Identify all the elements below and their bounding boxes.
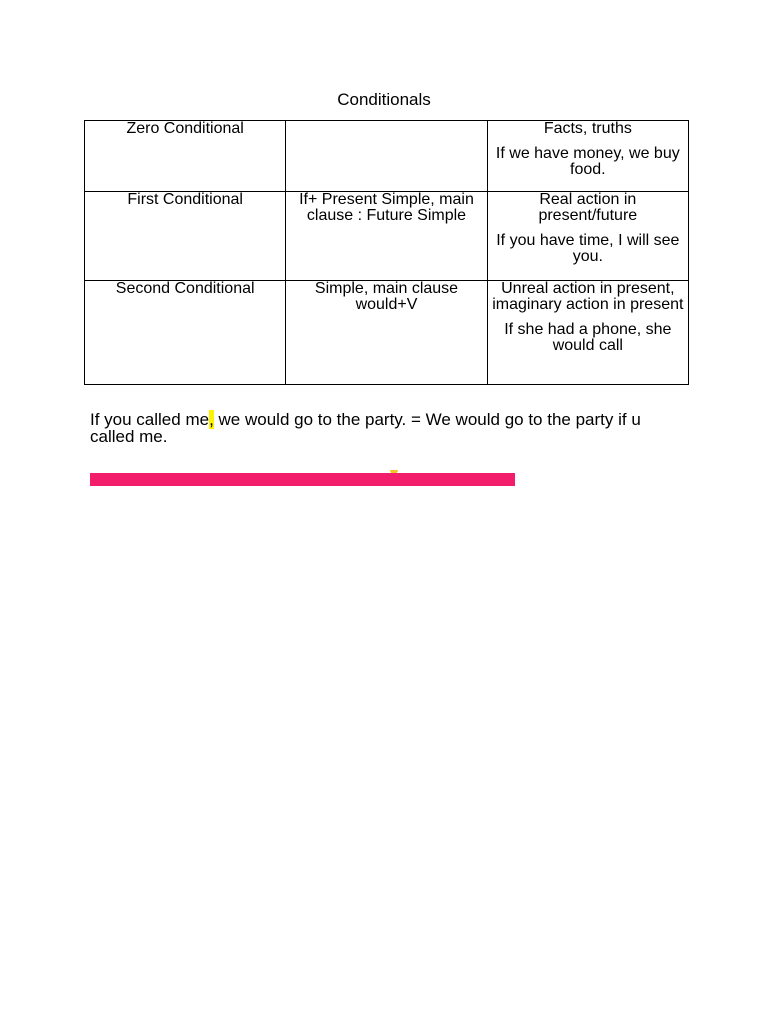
- usage-text: Facts, truths: [543, 120, 632, 137]
- sentence-part: If you called me: [90, 410, 210, 429]
- usage-text: Real action in present/future: [538, 191, 638, 224]
- conditional-name-cell: First Conditional: [85, 192, 286, 281]
- example-text: If we have money, we buy food.: [495, 145, 680, 178]
- structure-cell: [286, 121, 487, 192]
- usage-cell: [487, 121, 688, 192]
- usage-cell: [487, 281, 688, 385]
- table-row: [85, 192, 689, 281]
- usage-text: Unreal action in present, imaginary action in present: [492, 280, 684, 313]
- pink-highlight-bar: [90, 473, 515, 486]
- example-text: If she had a phone, she would call: [504, 321, 672, 354]
- conditional-name-cell: Zero Conditional: [85, 121, 286, 192]
- page-title: Conditionals: [337, 90, 431, 109]
- conditional-name-cell: Second Conditional: [85, 281, 286, 385]
- conditionals-table: [84, 120, 689, 385]
- table-row: [85, 281, 689, 385]
- example-sentence: [90, 411, 680, 445]
- highlighted-comma: ,: [209, 410, 214, 429]
- structure-cell: Simple, main clause would+V: [286, 281, 487, 385]
- table-row: [85, 121, 689, 192]
- sentence-part: we would go to the party. = We would go to the party if u called me.: [90, 410, 641, 446]
- structure-cell: If+ Present Simple, main clause : Future Simple: [286, 192, 487, 281]
- usage-cell: [487, 192, 688, 281]
- example-text: If you have time, I will see you.: [496, 232, 680, 265]
